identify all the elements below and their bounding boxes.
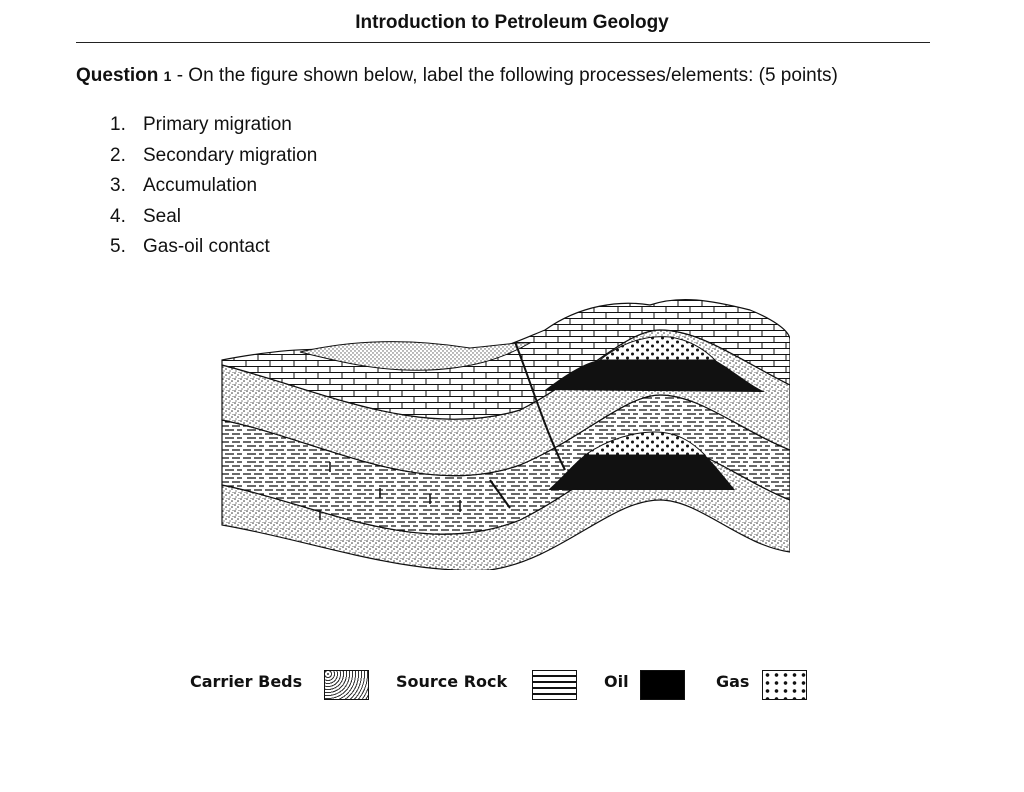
question-label: Question — [76, 65, 159, 86]
legend-gas — [716, 672, 749, 691]
list-item-number: 3. — [110, 175, 126, 196]
question-1 — [76, 65, 838, 87]
legend-carrier-beds-swatch — [324, 670, 369, 700]
list-item-number: 5. — [110, 236, 126, 257]
list-item-label: Secondary migration — [143, 144, 318, 166]
page-title: Introduction to Petroleum Geology — [355, 12, 669, 33]
list-item-number: 2. — [110, 144, 126, 166]
question-number: 1 — [163, 68, 172, 84]
legend-carrier-beds-label: Carrier Beds — [190, 672, 303, 691]
list-item — [110, 144, 317, 175]
legend-source-rock-label: Source Rock — [396, 672, 508, 691]
geologic-cross-section — [188, 280, 818, 650]
list-item-label: Seal — [143, 205, 182, 227]
legend-oil-swatch — [640, 670, 685, 700]
legend-carrier-beds — [190, 672, 302, 691]
legend-gas-swatch — [762, 670, 807, 700]
header-divider — [76, 42, 930, 43]
legend-source-rock-swatch — [532, 670, 577, 700]
list-item — [110, 174, 317, 205]
list-item-number: 1. — [110, 114, 126, 135]
list-item — [110, 235, 317, 266]
list-item-number: 4. — [110, 205, 126, 227]
list-item-label: Accumulation — [143, 175, 258, 196]
list-item — [110, 113, 317, 144]
list-item-label: Gas-oil contact — [143, 236, 270, 257]
list-item-label: Primary migration — [143, 114, 292, 135]
legend-oil — [604, 672, 629, 691]
list-item — [110, 205, 317, 236]
legend-source-rock — [396, 672, 507, 691]
legend-gas-label: Gas — [716, 672, 750, 691]
label-list — [110, 113, 317, 266]
question-text: - On the figure shown below, label the following processes/elements: (5 points) — [171, 65, 838, 86]
legend-oil-label: Oil — [604, 672, 629, 691]
